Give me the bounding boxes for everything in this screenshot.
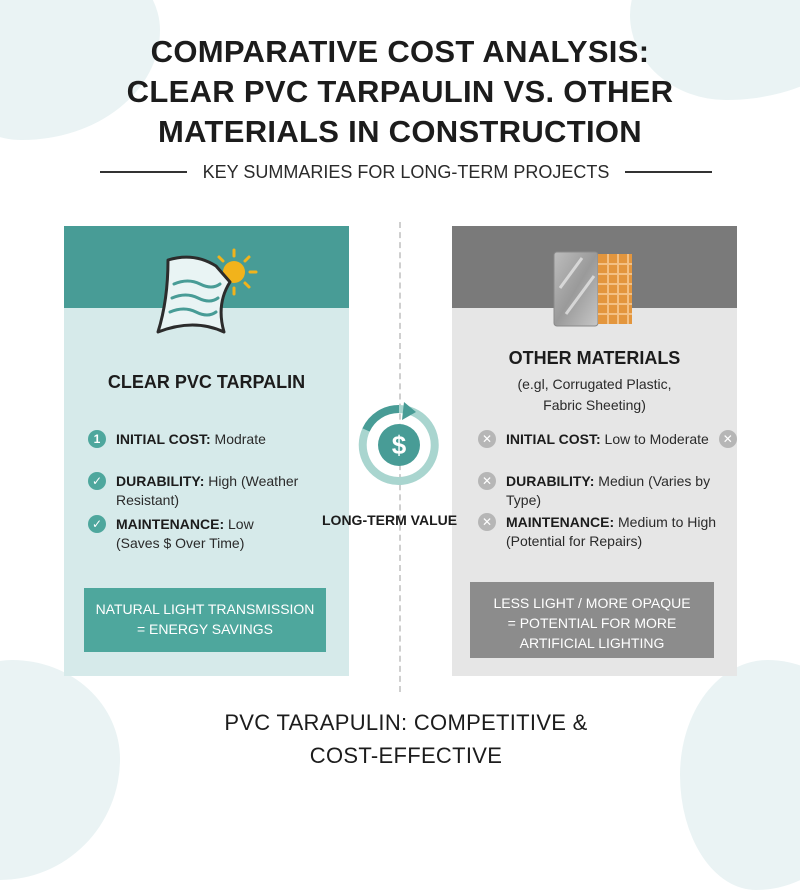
subtitle [100,160,712,184]
x-icon: ✕ [478,472,496,490]
long-term-value-icon [356,402,442,488]
energy-savings-callout [84,588,326,652]
callout-line: NATURAL LIGHT TRANSMISSION [95,601,315,617]
footer-line: COST-EFFECTIVE [309,743,503,768]
subtitle-rule-right [625,171,712,173]
row-value: Mediun (Varies by Type) [506,473,711,508]
callout-line: = POTENTIAL FOR MORE [507,615,677,631]
background-shape [680,660,800,890]
row-label: INITIAL COST: [116,431,211,447]
arrow-head [402,402,416,420]
panel-note [452,374,737,416]
pvc-tarpaulin-panel [64,226,349,676]
row-label: MAINTENANCE: [506,514,615,530]
maintenance-row [91,515,254,553]
row-label: DURABILITY: [506,473,595,489]
initial-cost-row [481,430,733,449]
durability-row [91,472,349,510]
title-line: MATERIALS IN CONSTRUCTION [158,114,642,149]
row-label: DURABILITY: [116,473,205,489]
durability-row [481,472,737,510]
footer-line: PVC TARAPULIN: COMPETITIVE & [224,710,588,735]
row-label: MAINTENANCE: [116,516,225,532]
long-term-value-label: LONG-TERM VALUE [322,512,458,528]
panel-title: OTHER MATERIALS [508,348,681,368]
row-value: Low to Moderate [604,431,709,447]
tarp-sun-icon [154,244,264,344]
check-icon: ✓ [88,472,106,490]
background-shape [0,660,120,880]
x-icon: ✕ [719,430,737,448]
footer-conclusion [196,706,616,772]
initial-cost-row [93,430,266,449]
row-value: Modrate [214,431,266,447]
other-materials-panel [452,226,737,676]
x-icon: ✕ [478,513,496,531]
row-value-detail: (Saves $ Over Time) [116,535,245,551]
note-line: Fabric Sheeting) [543,397,646,413]
maintenance-row [481,513,717,551]
page-title [0,32,800,152]
note-line: (e.gl, Corrugated Plastic, [517,376,672,392]
tarp-sheet [158,257,230,332]
plastic-sample [554,252,598,326]
callout-line: = ENERGY SAVINGS [136,621,274,637]
title-line: CLEAR PVC TARPAULIN VS. OTHER [126,74,674,109]
callout-line: LESS LIGHT / MORE OPAQUE [493,595,691,611]
x-icon: ✕ [478,430,496,448]
row-value: Low [228,516,254,532]
number-one-icon: 1 [88,430,106,448]
dollar-symbol: $ [391,430,407,460]
subtitle-rule-left [100,171,187,173]
subtitle-text: KEY SUMMARIES FOR LONG-TERM PROJECTS [202,161,610,182]
row-value: Medium to High [618,514,717,530]
material-samples-icon [552,248,636,328]
row-value-detail: (Potential for Repairs) [506,533,643,549]
callout-line: ARTIFICIAL LIGHTING [519,635,665,651]
panel-title: CLEAR PVC TARPALIN [107,372,306,392]
artificial-lighting-callout [470,582,714,658]
check-icon: ✓ [88,515,106,533]
row-label: INITIAL COST: [506,431,601,447]
title-line: COMPARATIVE COST ANALYSIS: [150,34,650,69]
row-value: High (Weather Resistant) [116,473,299,508]
